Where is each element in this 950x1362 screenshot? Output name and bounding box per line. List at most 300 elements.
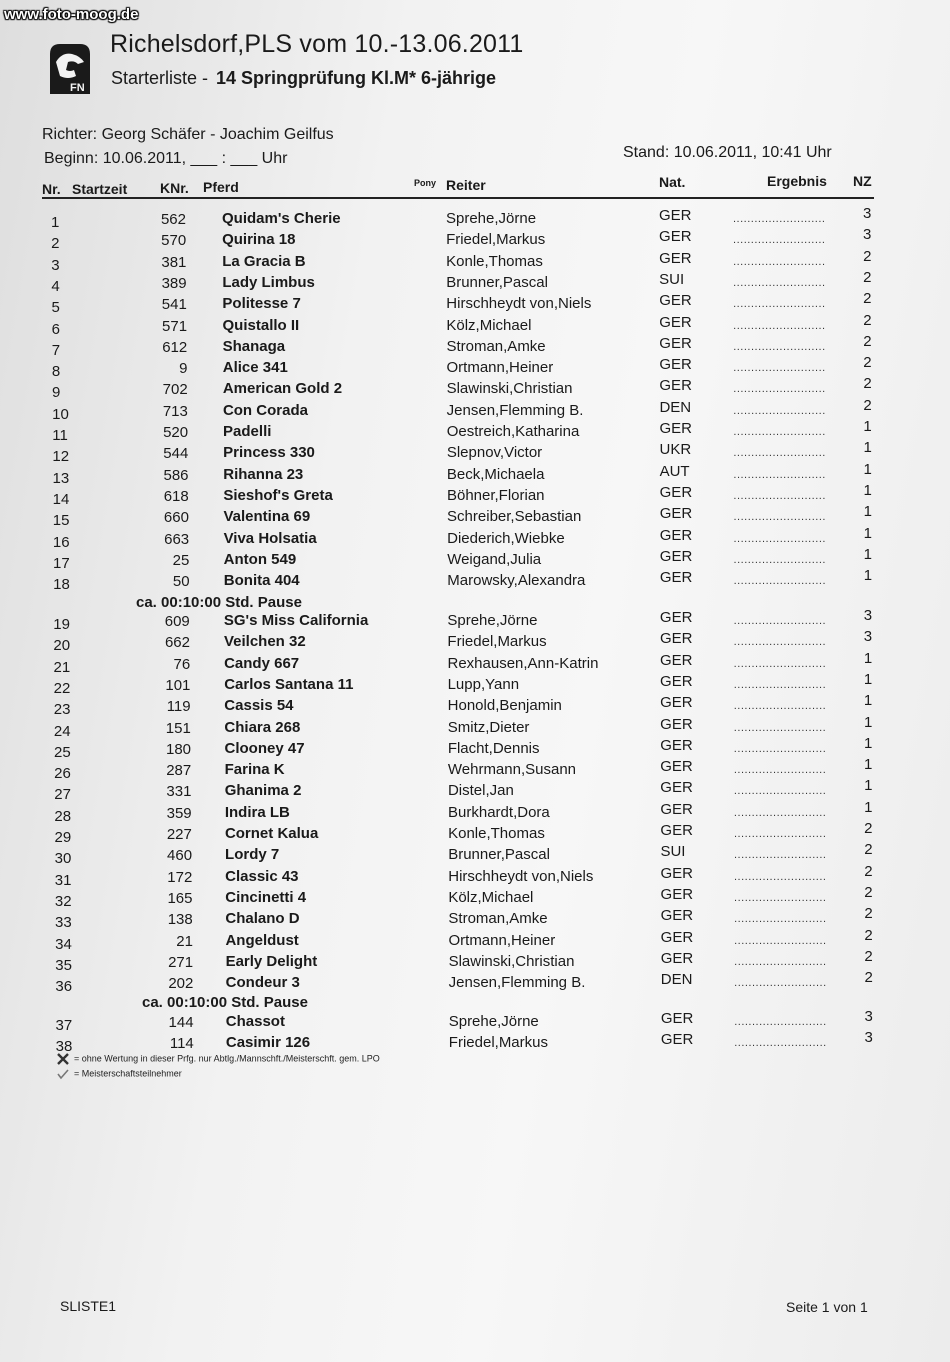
cell-knr: 9 [179, 360, 188, 378]
cell-nr: 35 [55, 956, 72, 974]
cell-knr: 21 [176, 932, 193, 950]
cell-result: .......................... [733, 553, 826, 566]
cell-nz: 2 [864, 969, 873, 987]
cell-rider: Kölz,Michael [446, 316, 532, 334]
table-row [0, 567, 950, 594]
cell-nat: GER [660, 1030, 694, 1048]
cell-nz: 2 [864, 862, 873, 880]
cell-knr: 50 [172, 573, 190, 591]
cell-rider: Jensen,Flemming B. [446, 401, 584, 419]
cell-rider: Jensen,Flemming B. [448, 974, 586, 992]
logo-label: FN [70, 82, 85, 94]
cell-nat: SUI [660, 843, 686, 861]
cell-knr: 612 [162, 338, 188, 356]
checkmark-icon [56, 1068, 70, 1080]
cell-nz: 2 [864, 926, 873, 944]
cell-nz: 1 [863, 649, 873, 667]
cell-nr: 10 [52, 405, 69, 423]
cell-nat: UKR [659, 441, 692, 459]
cell-result: .......................... [733, 383, 826, 396]
cell-horse: Cassis 54 [224, 697, 294, 715]
cell-nz: 1 [863, 713, 873, 731]
cell-result: .......................... [733, 426, 826, 438]
cell-horse: La Gracia B [222, 252, 306, 270]
cell-nz: 3 [863, 226, 872, 244]
cell-nz: 1 [863, 567, 873, 585]
cell-knr: 114 [169, 1034, 194, 1052]
cell-nat: GER [659, 483, 693, 501]
cell-rider: Sprehe,Jörne [446, 210, 537, 227]
cell-knr: 202 [168, 975, 194, 993]
table-row [0, 503, 950, 530]
cell-knr: 562 [160, 211, 186, 228]
cell-horse: Veilchen 32 [223, 633, 306, 651]
cell-nat: GER [660, 907, 694, 925]
header-nat: Nat. [659, 174, 686, 190]
cell-nr: 23 [53, 701, 71, 719]
judges: Richter: Georg Schäfer - Joachim Geilfus [42, 126, 334, 143]
table-row [0, 354, 950, 381]
cell-knr: 571 [162, 317, 188, 335]
header-reiter: Reiter [446, 177, 486, 193]
cell-nat: GER [660, 800, 693, 818]
cell-rider: Hirschheydt von,Niels [446, 295, 592, 313]
cell-result: .......................... [733, 764, 827, 777]
legend-item: = ohne Wertung in dieser Prfg. nur Abtlg./Mannschft./Meisterschft. gem. LPO [56, 1053, 380, 1065]
header-pony: Pony [414, 178, 437, 188]
cell-result: .......................... [734, 1036, 827, 1049]
cell-nat: GER [659, 334, 692, 352]
header-knr: KNr. [160, 180, 189, 196]
cell-knr: 144 [168, 1014, 194, 1031]
cell-nr: 32 [54, 892, 72, 910]
cell-result: .......................... [733, 700, 827, 713]
table-row [0, 734, 950, 761]
table-row [0, 926, 950, 953]
cell-horse: Chassot [225, 1013, 285, 1030]
cell-rider: Brunner,Pascal [448, 846, 550, 864]
cell-nat: GER [659, 249, 692, 267]
cell-nat: GER [659, 292, 692, 310]
cell-result: .......................... [733, 785, 827, 798]
cell-knr: 76 [173, 655, 191, 673]
cell-nat: GER [660, 1010, 694, 1027]
cell-nz: 1 [863, 418, 872, 435]
cell-nat: GER [660, 864, 694, 882]
cell-knr: 25 [172, 551, 190, 569]
cell-nz: 1 [863, 692, 873, 710]
cell-result: .......................... [733, 404, 826, 417]
cell-knr: 544 [163, 445, 189, 463]
cell-knr: 460 [167, 847, 193, 865]
subtitle-competition: 14 Springprüfung Kl.M* 6-jährige [216, 68, 497, 88]
cell-nz: 2 [863, 354, 872, 372]
cell-result: .......................... [733, 213, 826, 225]
cell-result: .......................... [734, 955, 827, 968]
cell-nz: 1 [863, 460, 872, 478]
cell-horse: SG's Miss California [223, 612, 369, 629]
table-row [0, 947, 950, 974]
table-row [0, 1028, 950, 1055]
header-ergebnis: Ergebnis [767, 173, 827, 189]
cell-rider: Slawinski,Christian [446, 380, 573, 398]
table-row [0, 311, 950, 338]
cell-nr: 7 [51, 341, 61, 359]
cell-nz: 2 [863, 311, 872, 329]
table-row [0, 396, 950, 423]
cell-knr: 541 [161, 296, 187, 314]
cell-nr: 25 [54, 743, 71, 761]
pause-note: ca. 00:10:00 Std. Pause [136, 594, 302, 611]
cell-result: .......................... [733, 678, 827, 691]
table-row [0, 862, 950, 889]
cell-nz: 2 [863, 268, 872, 286]
cell-knr: 660 [163, 509, 189, 527]
cell-rider: Rexhausen,Ann-Katrin [447, 654, 599, 672]
table-row [0, 205, 950, 231]
cell-knr: 609 [164, 613, 190, 630]
table-row [0, 226, 950, 253]
table-row [0, 481, 950, 508]
table-row [0, 670, 950, 697]
cell-result: .......................... [733, 828, 827, 840]
cell-horse: Con Corada [222, 401, 308, 419]
cell-knr: 180 [166, 740, 192, 758]
cell-rider: Friedel,Markus [448, 1033, 548, 1051]
cell-result: .......................... [733, 806, 827, 819]
cell-nat: GER [660, 694, 693, 712]
table-row [0, 777, 950, 804]
cell-rider: Friedel,Markus [446, 231, 546, 249]
cell-nat: GER [659, 569, 693, 587]
cell-horse: Shanaga [222, 337, 286, 355]
cell-knr: 138 [167, 911, 193, 929]
cell-result: .......................... [733, 575, 827, 588]
cell-result: .......................... [733, 742, 827, 755]
footer-list-id: SLISTE1 [60, 1298, 117, 1314]
cell-knr: 389 [161, 274, 187, 292]
cell-nat: GER [660, 928, 694, 946]
cell-nz: 1 [863, 503, 872, 521]
cell-rider: Böhner,Florian [446, 486, 545, 504]
cell-nz: 2 [863, 247, 872, 265]
cell-knr: 151 [165, 719, 191, 737]
cell-nz: 2 [864, 947, 873, 965]
cell-nr: 34 [55, 935, 72, 953]
cell-nz: 1 [863, 439, 872, 457]
cell-nat: GER [659, 505, 693, 523]
cell-nr: 11 [52, 427, 68, 444]
cell-nr: 21 [53, 658, 71, 676]
cell-nat: GER [659, 377, 692, 395]
table-row [0, 1008, 950, 1034]
cell-knr: 331 [166, 783, 192, 801]
cell-nr: 12 [52, 448, 70, 466]
cell-nat: GER [659, 207, 692, 224]
cell-nr: 4 [51, 277, 60, 295]
cell-rider: Smitz,Dieter [447, 718, 530, 736]
cell-horse: Quirina 18 [222, 231, 296, 249]
subtitle-prefix: Starterliste - [111, 68, 209, 88]
watermark: www.foto-moog.de [4, 6, 139, 23]
cell-horse: Quidam's Cherie [222, 210, 341, 227]
cell-nr: 9 [52, 384, 61, 402]
cell-nr: 28 [54, 807, 72, 825]
cell-horse: Bonita 404 [223, 572, 300, 590]
cell-nr: 37 [55, 1017, 73, 1034]
cell-nz: 2 [863, 396, 872, 414]
cell-result: .......................... [733, 511, 826, 524]
header-nz: NZ [853, 173, 872, 189]
cell-knr: 570 [161, 232, 187, 250]
cell-horse: Ghanima 2 [224, 782, 302, 800]
cell-nr: 19 [53, 616, 70, 633]
cell-rider: Flacht,Dennis [447, 739, 540, 757]
cell-rider: Oestreich,Katharina [446, 423, 580, 440]
cell-nr: 31 [54, 871, 72, 889]
cell-nr: 38 [55, 1037, 73, 1055]
cell-horse: Anton 549 [223, 550, 297, 568]
cell-nat: AUT [659, 462, 690, 480]
cell-nat: GER [659, 228, 692, 246]
cell-nat: GER [660, 758, 693, 776]
cell-nz: 1 [864, 798, 873, 816]
table-row [0, 375, 950, 402]
cell-horse: Candy 667 [224, 654, 300, 672]
cell-nat: GER [659, 313, 692, 331]
cell-rider: Marowsky,Alexandra [447, 572, 586, 590]
cell-knr: 101 [165, 676, 191, 694]
cell-nz: 3 [864, 1028, 873, 1046]
table-row [0, 969, 950, 996]
cell-nz: 2 [863, 332, 872, 350]
table-row [0, 820, 950, 846]
cell-knr: 520 [163, 424, 189, 441]
table-row [0, 841, 950, 868]
cell-result: .......................... [734, 891, 827, 904]
cell-rider: Diederich,Wiebke [447, 529, 565, 547]
cell-result: .......................... [733, 340, 826, 353]
cell-nat: GER [659, 547, 693, 565]
cell-nat: SUI [659, 270, 685, 288]
cell-horse: Alice 341 [222, 359, 288, 377]
cell-nr: 30 [54, 850, 72, 868]
cell-rider: Lupp,Yann [447, 675, 520, 693]
cell-knr: 586 [163, 466, 189, 484]
cell-nat: GER [660, 885, 694, 903]
cell-nr: 24 [53, 722, 71, 740]
cell-nz: 1 [863, 545, 873, 563]
cell-horse: Padelli [223, 423, 272, 440]
cell-knr: 172 [167, 868, 193, 886]
cell-nr: 2 [51, 235, 60, 253]
cell-result: .......................... [733, 447, 826, 460]
cell-rider: Slawinski,Christian [448, 952, 575, 970]
cell-result: .......................... [733, 532, 826, 545]
cell-rider: Friedel,Markus [447, 633, 547, 651]
cell-nat: DEN [659, 398, 692, 416]
cell-nz: 1 [864, 777, 873, 795]
cell-horse: Carlos Santana 11 [224, 675, 354, 693]
table-row [0, 713, 950, 740]
pause-note: ca. 00:10:00 Std. Pause [142, 994, 308, 1011]
table-row [0, 692, 950, 719]
cell-horse: Quistallo II [222, 316, 300, 334]
cell-rider: Ortmann,Heiner [446, 359, 554, 377]
table-row [0, 460, 950, 487]
page-subtitle [111, 68, 496, 89]
cell-result: .......................... [733, 849, 827, 862]
cell-result: .......................... [734, 934, 827, 947]
cell-horse: Chiara 268 [224, 718, 301, 736]
header-startzeit: Startzeit [72, 181, 128, 197]
cell-rider: Konle,Thomas [446, 252, 543, 270]
cell-horse: Lordy 7 [225, 846, 280, 864]
cell-horse: Angeldust [225, 931, 299, 949]
cell-knr: 618 [163, 487, 189, 505]
table-row [0, 649, 950, 676]
cell-rider: Stroman,Amke [446, 337, 546, 355]
cell-nat: GER [660, 672, 693, 690]
cell-result: .......................... [733, 489, 826, 502]
table-row [0, 905, 950, 932]
cell-nr: 27 [54, 786, 71, 804]
cell-nz: 3 [863, 628, 873, 646]
cell-horse: Lady Limbus [222, 273, 315, 291]
cell-nr: 29 [54, 829, 72, 846]
cell-nr: 18 [53, 576, 70, 594]
footer-page-number: Seite 1 von 1 [786, 1299, 868, 1315]
cell-rider: Burkhardt,Dora [448, 803, 550, 821]
cell-nr: 16 [52, 533, 70, 551]
cell-rider: Honold,Benjamin [447, 697, 562, 715]
cell-horse: American Gold 2 [222, 380, 343, 398]
cell-horse: Farina K [224, 761, 285, 779]
cell-rider: Stroman,Amke [448, 910, 548, 928]
cell-rider: Weigand,Julia [447, 550, 542, 568]
cell-nr: 5 [51, 299, 60, 317]
cell-result: .......................... [734, 913, 827, 926]
cell-nr: 22 [53, 679, 71, 697]
cell-nr: 8 [51, 363, 61, 381]
cell-nat: GER [659, 609, 693, 626]
cell-nz: 2 [864, 841, 873, 859]
cell-horse: Viva Holsatia [223, 529, 317, 547]
status-date: Stand: 10.06.2011, 10:41 Uhr [623, 144, 832, 161]
cell-nat: GER [660, 715, 693, 733]
cell-nz: 3 [863, 205, 872, 222]
cell-rider: Sprehe,Jörne [448, 1013, 539, 1030]
cell-nr: 14 [52, 490, 70, 508]
cell-horse: Indira LB [224, 803, 290, 821]
cell-nat: GER [659, 356, 692, 374]
cell-result: .......................... [733, 319, 826, 332]
cell-result: .......................... [733, 255, 826, 268]
cell-nat: GER [659, 630, 693, 648]
cell-knr: 381 [161, 253, 187, 271]
table-row [0, 545, 950, 572]
cell-result: .......................... [734, 977, 827, 990]
cell-horse: Casimir 126 [225, 1033, 311, 1051]
cell-rider: Hirschheydt von,Niels [448, 867, 594, 885]
cross-icon [56, 1053, 70, 1065]
cell-horse: Condeur 3 [225, 974, 300, 992]
table-row [0, 247, 950, 274]
cell-nr: 1 [51, 214, 60, 231]
cell-knr: 165 [167, 889, 193, 907]
cell-horse: Clooney 47 [224, 739, 305, 757]
cell-nz: 1 [863, 481, 872, 499]
cell-nat: GER [660, 822, 693, 839]
start-time: Beginn: 10.06.2011, ___ : ___ Uhr [44, 150, 288, 167]
table-row [0, 756, 950, 783]
header-nr: Nr. [42, 181, 61, 197]
cell-nat: DEN [660, 971, 693, 989]
cell-rider: Brunner,Pascal [446, 273, 548, 291]
cell-horse: Chalano D [225, 910, 300, 928]
cell-knr: 662 [164, 634, 190, 652]
cell-knr: 713 [162, 402, 188, 420]
cell-nat: GER [660, 949, 694, 967]
cell-horse: Valentina 69 [223, 508, 311, 526]
cell-nz: 1 [864, 756, 873, 774]
header-pferd: Pferd [203, 179, 239, 195]
cell-horse: Cornet Kalua [224, 825, 319, 842]
cell-horse: Rihanna 23 [223, 465, 304, 483]
cell-knr: 359 [166, 804, 192, 822]
cell-result: .......................... [733, 276, 826, 289]
cell-knr: 227 [166, 826, 192, 843]
cell-nz: 1 [864, 734, 873, 752]
cell-horse: Princess 330 [223, 444, 315, 462]
cell-nz: 3 [864, 1008, 873, 1025]
cell-nr: 3 [51, 256, 60, 274]
cell-nr: 20 [53, 637, 71, 655]
table-row [0, 798, 950, 825]
cell-horse: Sieshof's Greta [223, 486, 333, 504]
cell-result: .......................... [733, 234, 826, 247]
header-divider [42, 197, 874, 199]
cell-nr: 15 [52, 512, 70, 530]
cell-rider: Wehrmann,Susann [447, 761, 577, 779]
cell-knr: 119 [166, 698, 191, 716]
legend-item: = Meisterschaftsteilnehmer [56, 1068, 182, 1080]
cell-nz: 1 [863, 524, 872, 542]
cell-nat: GER [660, 736, 693, 754]
cell-nr: 13 [52, 469, 70, 487]
table-row [0, 290, 950, 317]
cell-nr: 26 [54, 765, 71, 783]
cell-horse: Cincinetti 4 [225, 888, 307, 906]
cell-result: .......................... [733, 721, 827, 734]
cell-result: .......................... [733, 468, 826, 481]
cell-knr: 702 [162, 381, 188, 399]
cell-nz: 2 [863, 290, 872, 308]
table-row [0, 883, 950, 910]
cell-nz: 2 [864, 820, 873, 837]
cell-horse: Early Delight [225, 952, 318, 970]
cell-nat: GER [660, 651, 693, 669]
cell-result: .......................... [733, 362, 826, 375]
cell-nz: 2 [864, 905, 873, 923]
cell-horse: Politesse 7 [222, 295, 301, 313]
table-row [0, 628, 950, 655]
cell-rider: Distel,Jan [447, 782, 514, 800]
cell-nr: 36 [55, 978, 73, 996]
page-title: Richelsdorf,PLS vom 10.-13.06.2011 [110, 30, 524, 58]
fn-logo [44, 40, 96, 96]
cell-nz: 2 [864, 883, 873, 901]
